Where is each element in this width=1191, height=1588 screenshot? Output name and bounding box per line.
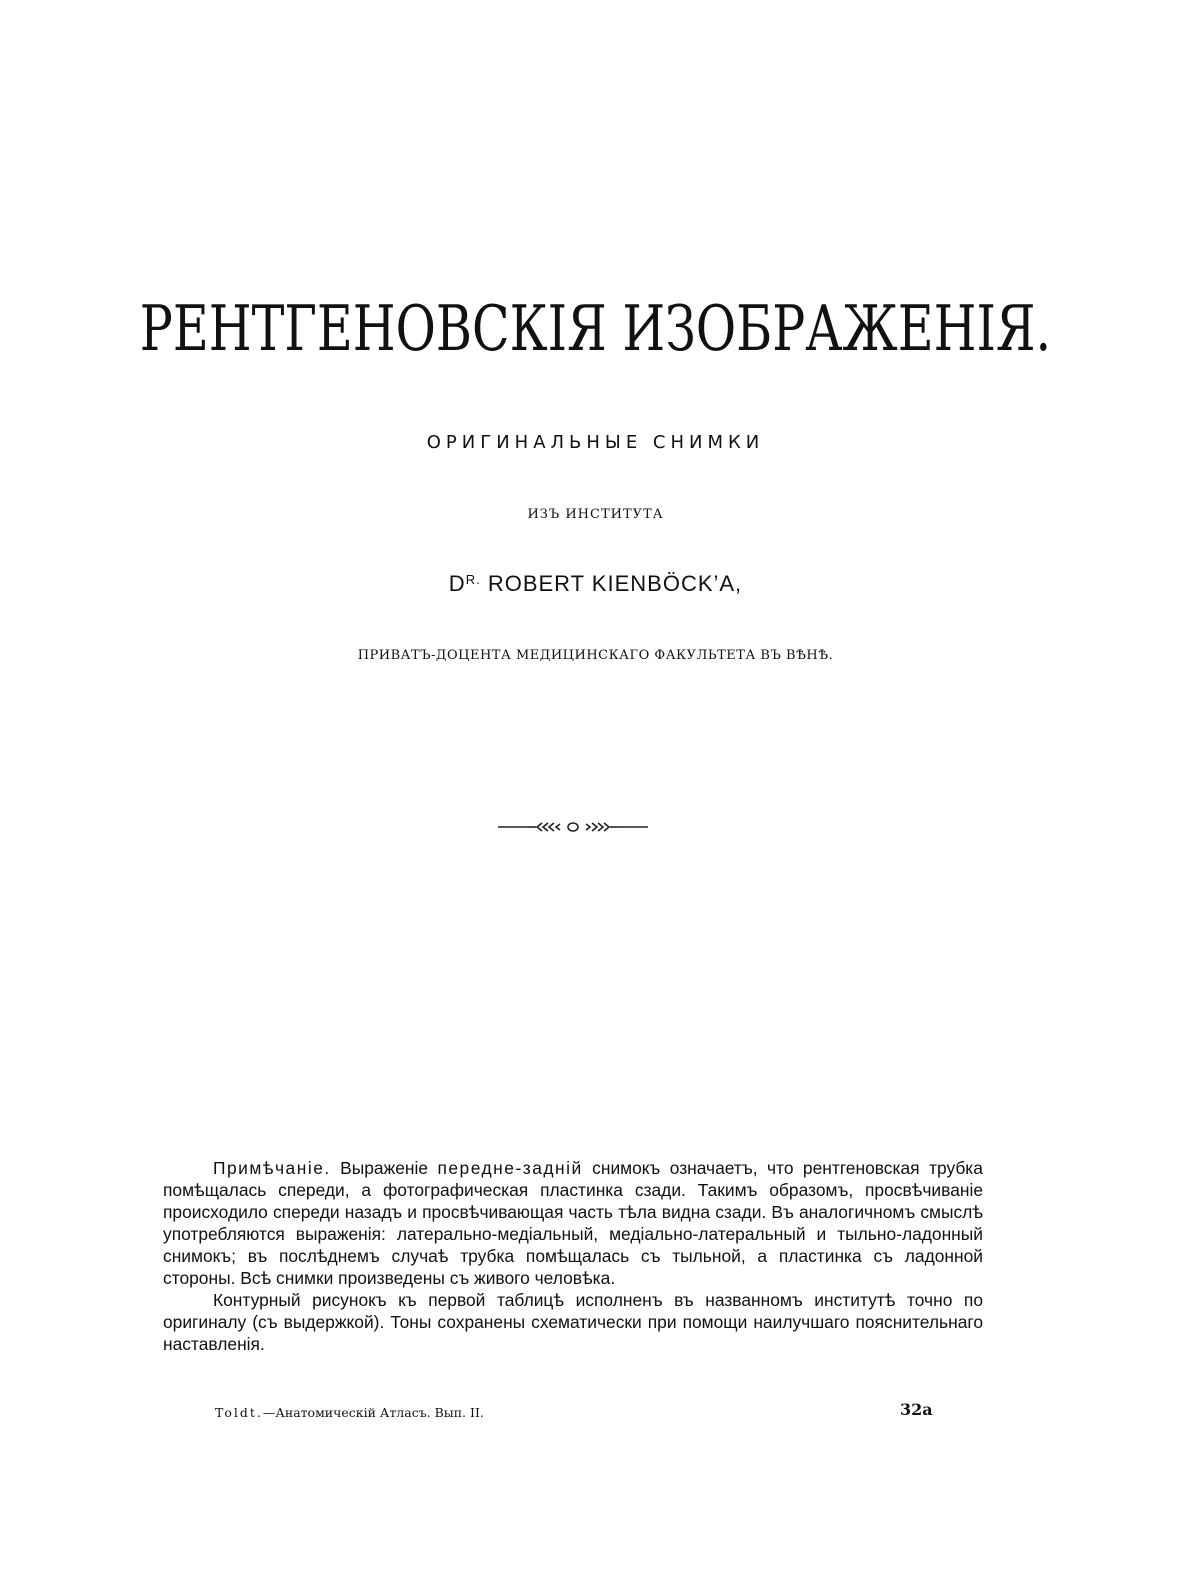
author-position: ПРИВАТЪ-ДОЦЕНТА МЕДИЦИНСКАГО ФАКУЛЬТЕТА ВЪ ВѢНѢ. [357,648,834,663]
explanatory-note [163,1157,983,1355]
subtitle: ОРИГИНАЛЬНЫЕ СНИМКИ [426,432,765,453]
author-line [0,571,1191,597]
page-title: РЕНТГЕНОВСКІЯ ИЗОБРАЖЕНІЯ. [139,292,1052,365]
note-paragraph-2: Контурный рисунокъ къ первой таблицѣ исполненъ въ названномъ институтѣ точно по оригиналу (съ выдержкой). Тоны сохранены схематически при помощи наилучшаго пояснительнаго наставленія. [163,1290,983,1354]
note-text: снимокъ означаетъ, что рентгеновская трубка помѣщалась спереди, а фотографическая пластинка сзади. Такимъ образомъ, просвѣчиваніе происходило спереди назадъ и просвѣчивающая часть тѣла видна сзади. Въ аналогичномъ смыслѣ употребляются выраженія: латерально-медіальный, медіально-латеральный и тыльно-ладонный снимокъ; въ послѣднемъ случаѣ трубка помѣщалась съ тыльной, а пластинка съ ладонной стороны. Всѣ снимки произведены съ живого человѣка. [163,1158,983,1288]
footer-reference [215,1405,484,1420]
footer-work: —Анатомическій Атласъ. Вып. II. [262,1405,484,1420]
signature-mark: 32a [900,1400,933,1419]
note-text: Выраженіе [340,1158,429,1178]
note-term: передне-задній [437,1158,583,1178]
from-institute-line: ИЗЪ ИНСТИТУТА [527,507,664,522]
note-paragraph-1 [163,1157,983,1289]
author-title-superscript: R. [465,572,481,587]
fleuron-divider-icon [498,820,648,834]
note-label: Примѣчаніе. [213,1158,331,1178]
footer-author: Toldt. [215,1405,263,1420]
author-name: ROBERT KIENBÖCK’A, [487,571,743,596]
author-title-prefix: D [448,571,466,596]
